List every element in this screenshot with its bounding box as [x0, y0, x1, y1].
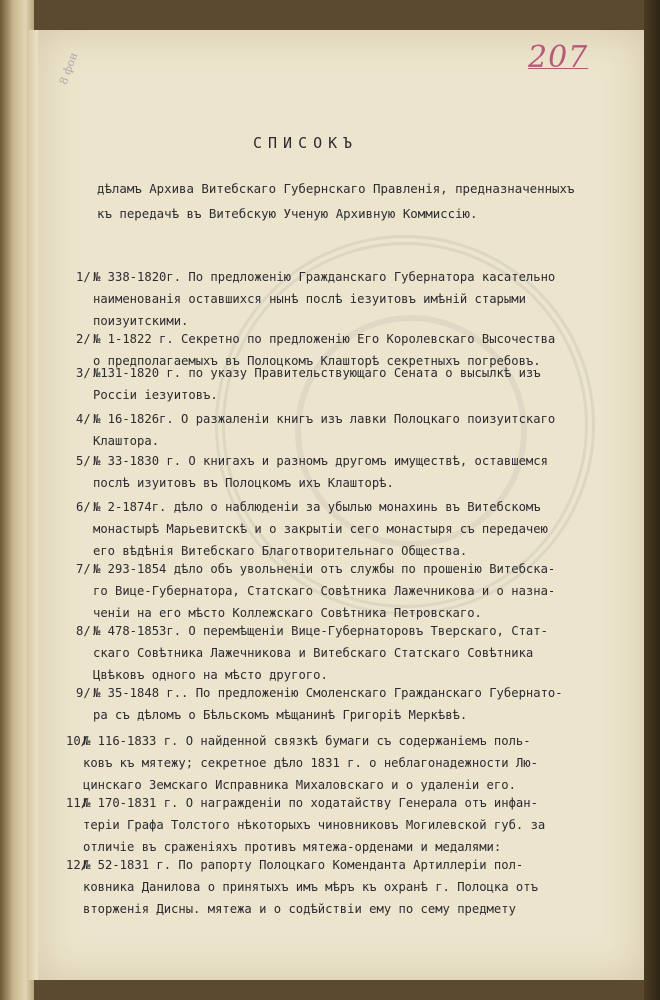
entry-text-line: № 293-1854 дѣло объ увольненіи отъ службы по прошенію Витебска-	[93, 562, 556, 576]
entry-text-line: № 116-1833 г. О найденной связкѣ бумаги съ содержаніемъ поль-	[83, 734, 531, 748]
list-item	[76, 682, 636, 726]
entry-text-line: № 33-1830 г. О книгахъ и разномъ другомъ имуществѣ, оставшемся	[93, 454, 548, 468]
entry-text-line: о предполагаемыхъ въ Полоцкомъ Клашторѣ секретныхъ погребовъ.	[93, 354, 541, 368]
list-item	[76, 450, 636, 494]
entry-number: 4/	[76, 412, 91, 426]
entry-text-line: № 478-1853г. О перемѣщеніи Вице-Губернаторовъ Тверскаго, Стат-	[93, 624, 548, 638]
entry-text-line: отличіе въ сраженіяхъ противъ мятежа-орденами и медалями:	[83, 840, 502, 854]
entry-text-line: Россіи іезуитовъ.	[93, 388, 218, 402]
list-item	[76, 266, 636, 332]
entry-text-line: его вѣдѣнія Витебскаго Благотворительнаго Общества.	[93, 544, 468, 558]
list-item	[76, 362, 636, 406]
list-item	[66, 730, 626, 796]
entry-text-line: № 16-1826г. О разжаленіи книгъ изъ лавки Полоцкаго поизуитскаго	[93, 412, 556, 426]
entry-text-line: монастырѣ Марьевитскѣ и о закрытіи сего монастыря съ передачею	[93, 522, 548, 536]
entry-number: 8/	[76, 624, 91, 638]
entry-number: 5/	[76, 454, 91, 468]
page-title: СПИСОКЪ	[253, 134, 359, 152]
entry-text-line: скаго Совѣтника Лажечникова и Витебскаго Статскаго Совѣтника	[93, 646, 534, 660]
entry-number: 1/	[76, 270, 91, 284]
list-item	[76, 620, 636, 686]
list-item	[76, 496, 636, 562]
right-edge-shadow	[644, 0, 660, 1000]
subtitle-line-1: дѣламъ Архива Витебскаго Губернскаго Правленія, предназначенныхъ	[97, 181, 575, 196]
entry-number: 2/	[76, 332, 91, 346]
entry-number: 11/	[66, 796, 89, 810]
list-item	[66, 792, 626, 858]
entry-text-line: ковъ къ мятежу; секретное дѣло 1831 г. о неблагонадежности Лю-	[83, 756, 538, 770]
subtitle-line-2: къ передачѣ въ Витебскую Ученую Архивную Коммиссію.	[97, 206, 478, 221]
entry-text-line: послѣ изуитовъ въ Полоцкомъ ихъ Клашторѣ.	[93, 476, 394, 490]
entry-number: 9/	[76, 686, 91, 700]
entry-number: 7/	[76, 562, 91, 576]
list-item	[66, 854, 626, 920]
entry-text-line: № 338-1820г. По предложенію Гражданскаго Губернатора касательно	[93, 270, 556, 284]
folio-number: 207	[528, 40, 589, 75]
entry-text-line: № 35-1848 г.. По предложенію Смоленскаго Гражданскаго Губернато-	[93, 686, 563, 700]
margin-stamp: 8 фон	[56, 50, 81, 87]
list-item	[76, 558, 636, 624]
entry-number: 3/	[76, 366, 91, 380]
entry-text-line: цинскаго Земскаго Исправника Михаловскаго и о удаленіи его.	[83, 778, 516, 792]
list-item	[76, 408, 636, 452]
entry-text-line: ковника Данилова о принятыхъ имъ мѣръ къ охранѣ г. Полоцка отъ	[83, 880, 538, 894]
entry-text-line: Цвѣковъ одного на мѣсто другого.	[93, 668, 328, 682]
entry-text-line: вторженія Дисны. мятежа и о содѣйствіи ему по сему предмету	[83, 902, 516, 916]
entry-text-line: № 2-1874г. дѣло о наблюденіи за убылью монахинь въ Витебскомъ	[93, 500, 541, 514]
entry-number: 12/	[66, 858, 89, 872]
entry-text-line: го Вице-Губернатора, Статскаго Совѣтника Лажечникова и о назна-	[93, 584, 556, 598]
entry-text-line: Клаштора.	[93, 434, 160, 448]
entry-text-line: № 1-1822 г. Секретно по предложенію Его Королевскаго Высочества	[93, 332, 556, 346]
entry-text-line: теріи Графа Толстого нѣкоторыхъ чиновниковъ Могилевской губ. за	[83, 818, 546, 832]
entry-text-line: наименованія оставшихся нынѣ послѣ іезуитовъ имѣній старыми	[93, 292, 526, 306]
entry-text-line: №131-1820 г. по указу Правительствующаго Сената о высылкѣ изъ	[93, 366, 541, 380]
entry-text-line: ра съ дѣломъ о Бѣльскомъ мѣщанинѣ Григоріѣ Меркѣвѣ.	[93, 708, 468, 722]
entry-number: 6/	[76, 500, 91, 514]
entry-text-line: № 170-1831 г. О награжденіи по ходатайству Генерала отъ инфан-	[83, 796, 538, 810]
entry-text-line: поизуитскими.	[93, 314, 189, 328]
entry-text-line: ченіи на его мѣсто Коллежскаго Совѣтника Петровскаго.	[93, 606, 482, 620]
entry-number: 10/	[66, 734, 89, 748]
entry-text-line: № 52-1831 г. По рапорту Полоцкаго Коменданта Артиллеріи пол-	[83, 858, 524, 872]
